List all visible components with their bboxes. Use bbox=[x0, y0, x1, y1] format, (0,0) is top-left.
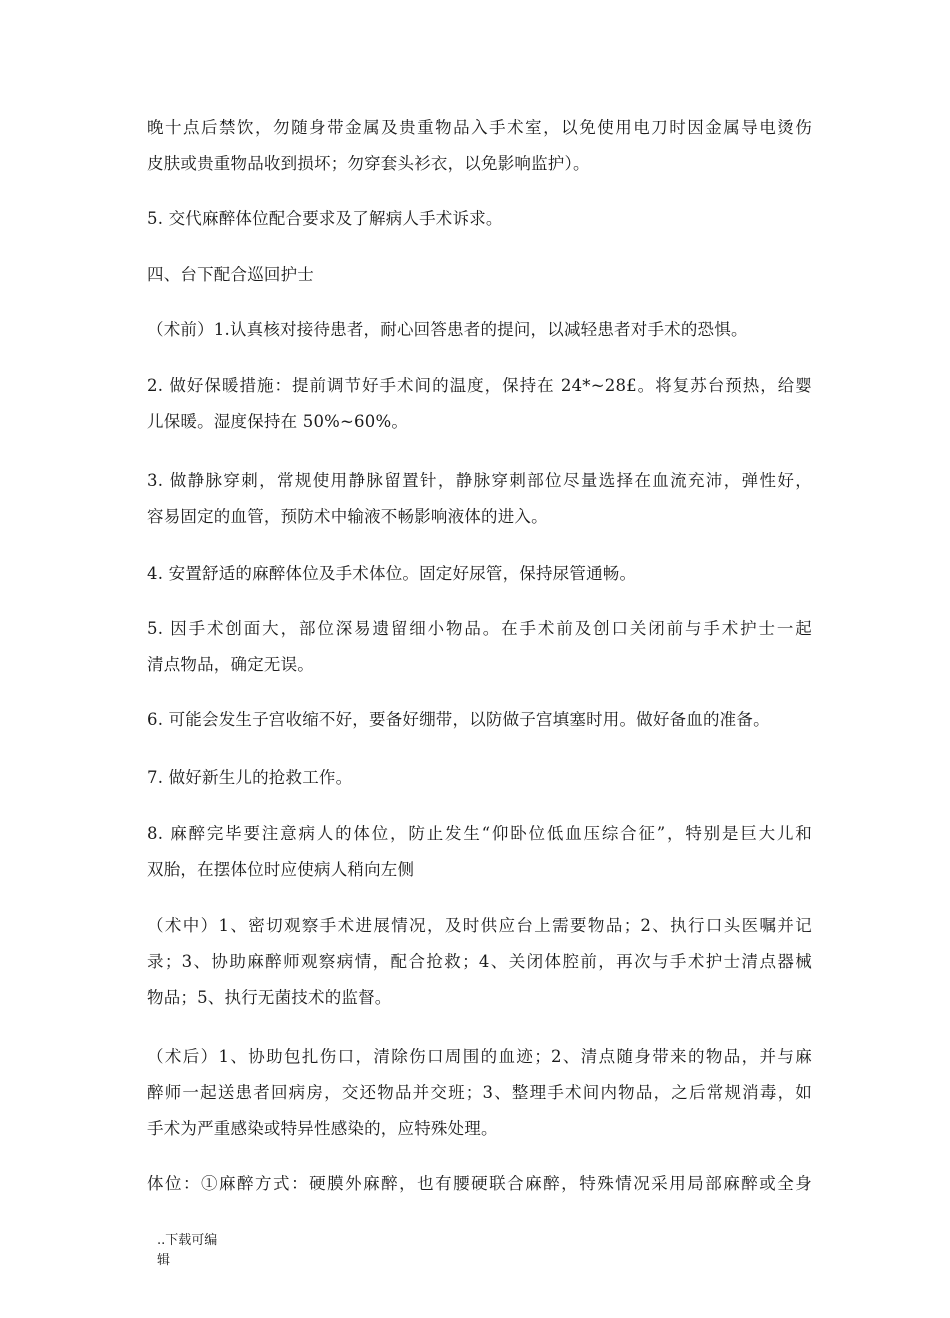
text-line: 5. 因手术创面大，部位深易遗留细小物品。在手术前及创口关闭前与手术护士一起 bbox=[147, 619, 812, 638]
footer-line: 辑 bbox=[157, 1253, 171, 1268]
text-line: 录；3、协助麻醉师观察病情，配合抢救；4、关闭体腔前，再次与手术护士清点器械 bbox=[147, 952, 812, 971]
text-line: 醉师一起送患者回病房，交还物品并交班；3、整理手术间内物品，之后常规消毒，如 bbox=[147, 1083, 812, 1102]
paragraph-intra-op bbox=[147, 908, 812, 1016]
paragraph-pre-op-1 bbox=[147, 312, 812, 348]
text-line: 6. 可能会发生子宫收缩不好，要备好绷带，以防做子宫填塞时用。做好备血的准备。 bbox=[147, 710, 770, 729]
text-line: 2. 做好保暖措施：提前调节好手术间的温度，保持在 24*~28£。将复苏台预热，给婴 bbox=[147, 376, 812, 395]
text-line: （术后）1、协助包扎伤口，清除伤口周围的血迹；2、清点随身带来的物品，并与麻 bbox=[147, 1047, 812, 1066]
paragraph-item-8 bbox=[147, 816, 812, 888]
text-line: （术中）1、密切观察手术进展情况，及时供应台上需要物品；2、执行口头医嘱并记 bbox=[147, 916, 812, 935]
text-line: 体位：①麻醉方式：硬膜外麻醉，也有腰硬联合麻醉，特殊情况采用局部麻醉或全身 bbox=[147, 1174, 812, 1193]
paragraph-item-2 bbox=[147, 368, 812, 440]
footer-line: ..下载可编 bbox=[157, 1233, 218, 1248]
text-line: 物品；5、执行无菌技术的监督。 bbox=[147, 988, 392, 1007]
text-line: 清点物品，确定无误。 bbox=[147, 655, 314, 674]
text-line: 容易固定的血管，预防术中输液不畅影响液体的进入。 bbox=[147, 507, 548, 526]
text-line: 8. 麻醉完毕要注意病人的体位，防止发生“仰卧位低血压综合征”，特别是巨大儿和 bbox=[147, 824, 812, 843]
paragraph-post-op bbox=[147, 1039, 812, 1147]
page-footer bbox=[157, 1231, 237, 1271]
section-heading bbox=[147, 257, 812, 293]
text-line: （术前）1.认真核对接待患者，耐心回答患者的提问，以减轻患者对手术的恐惧。 bbox=[147, 320, 748, 339]
paragraph-item-5b bbox=[147, 611, 812, 683]
paragraph-position bbox=[147, 1166, 812, 1202]
text-line: 双胎，在摆体位时应使病人稍向左侧 bbox=[147, 860, 415, 879]
paragraph-item-4 bbox=[147, 556, 812, 592]
paragraph-item-6 bbox=[147, 702, 812, 738]
paragraph-item-5 bbox=[147, 201, 812, 237]
text-line: 3. 做静脉穿刺，常规使用静脉留置针，静脉穿刺部位尽量选择在血流充沛，弹性好， bbox=[147, 471, 812, 490]
text-line: 4. 安置舒适的麻醉体位及手术体位。固定好尿管，保持尿管通畅。 bbox=[147, 564, 637, 583]
paragraph-item-3 bbox=[147, 463, 812, 535]
text-line: 手术为严重感染或特异性感染的，应特殊处理。 bbox=[147, 1119, 498, 1138]
paragraph-pre-op-instructions bbox=[147, 110, 812, 182]
text-line: 儿保暖。湿度保持在 50%~60%。 bbox=[147, 412, 409, 431]
text-line: 5. 交代麻醉体位配合要求及了解病人手术诉求。 bbox=[147, 209, 503, 228]
paragraph-item-7 bbox=[147, 760, 812, 796]
text-line: 皮肤或贵重物品收到损坏；勿穿套头衫衣，以免影响监护）。 bbox=[147, 154, 590, 173]
text-line: 晚十点后禁饮，勿随身带金属及贵重物品入手术室，以免使用电刀时因金属导电烫伤 bbox=[147, 118, 812, 137]
text-line: 四、台下配合巡回护士 bbox=[147, 265, 314, 284]
text-line: 7. 做好新生儿的抢救工作。 bbox=[147, 768, 353, 787]
